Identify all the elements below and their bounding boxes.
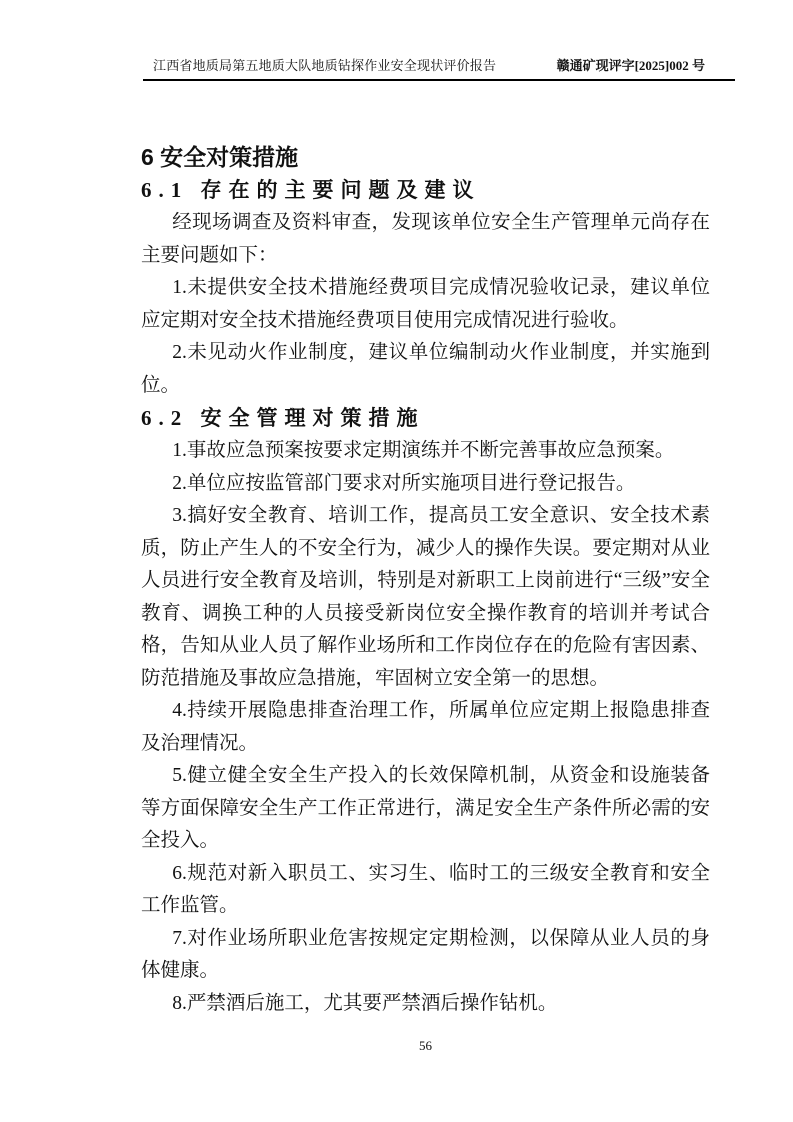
chapter-title: 6 安全对策措施 (141, 144, 299, 170)
document-body (141, 140, 710, 1020)
paragraph: 4.持续开展隐患排查治理工作，所属单位应定期上报隐患排查及治理情况。 (141, 700, 710, 754)
page-footer (141, 1038, 710, 1054)
paragraph: 5.健立健全安全生产投入的长效保障机制，从资金和设施装备等方面保障安全生产工作正常进行，满足安全生产条件所必需的安全投入。 (141, 765, 710, 851)
paragraph: 1.未提供安全技术措施经费项目完成情况验收记录，建议单位应定期对安全技术措施经费项目使用完成情况进行验收。 (141, 277, 710, 331)
paragraph: 3.搞好安全教育、培训工作，提高员工安全意识、安全技术素质，防止产生人的不安全行为，减少人的操作失误。要定期对从业人员进行安全教育及培训，特别是对新职工上岗前进行“三级”安全教育、调换工种的人员接受新岗位安全操作教育的培训并考试合格，告知从业人员了解作业场所和工作岗位存在的危险有害因素、防范措施及事故应急措施，牢固树立安全第一的思想。 (141, 505, 710, 689)
section-heading-6-1: 6.1 存在的主要问题及建议 (141, 178, 481, 202)
paragraph: 经现场调查及资料审查，发现该单位安全生产管理单元尚存在主要问题如下： (141, 212, 710, 266)
paragraph: 8.严禁酒后施工，尤其要严禁酒后操作钻机。 (172, 992, 558, 1014)
paragraph: 7.对作业场所职业危害按规定定期检测，以保障从业人员的身体健康。 (141, 927, 710, 981)
paragraph: 2.未见动火作业制度，建议单位编制动火作业制度，并实施到位。 (141, 342, 710, 396)
page-number: 56 (419, 1038, 432, 1053)
paragraph: 6.规范对新入职员工、实习生、临时工的三级安全教育和安全工作监管。 (141, 862, 710, 916)
header-doc-number: 赣通矿现评字[2025]002 号 (556, 58, 705, 73)
header-report-title: 江西省地质局第五地质大队地质钻探作业安全现状评价报告 (153, 58, 497, 73)
section-heading-6-2: 6.2 安全管理对策措施 (141, 406, 425, 430)
paragraph: 1.事故应急预案按要求定期演练并不断完善事故应急预案。 (172, 440, 675, 461)
page-header (143, 57, 735, 81)
paragraph: 2.单位应按监管部门要求对所实施项目进行登记报告。 (172, 472, 636, 494)
